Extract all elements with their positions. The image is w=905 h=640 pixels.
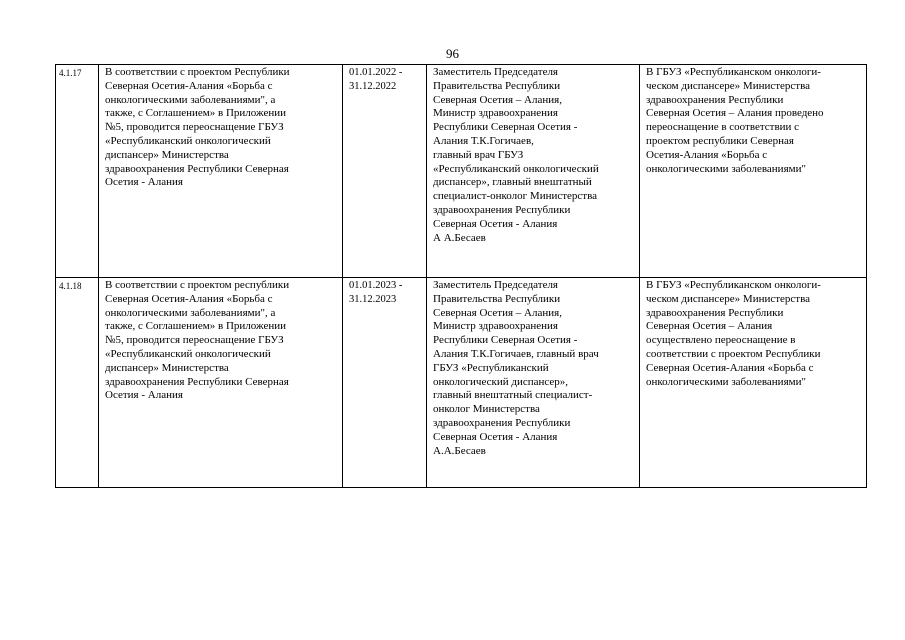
page-number: 96 [446, 46, 459, 61]
responsible-text: Заместитель Председателя Правительства Республики Северная Осетия – Алания, Министр здравоохранения Республики Северная Осетия - Алания Т.К.Гогичаев, главный врач ГБУЗ «Республиканский онкологический диспансер», главный внештатный специалист- онколог Министерства здравоохранения Республики Северная Осетия - Алания А.А.Бесаев [433, 279, 599, 457]
responsible-cell [427, 278, 640, 488]
event-text: В соответствии с проектом Республики Северная Осетия-Алания «Борьба с онкологическими заболеваниями", а также, с Соглашением» в Приложении №5, проводится переоснащение ГБУЗ «Республиканский онкологический диспансер» Министерства здравоохранения Республики Северная Осетия - Алания [105, 66, 290, 189]
measures-table [55, 64, 867, 488]
table-row [56, 65, 867, 278]
responsible-cell [427, 65, 640, 278]
result-cell [640, 65, 867, 278]
result-cell [640, 278, 867, 488]
event-text: В соответствии с проектом республики Северная Осетия-Алания «Борьба с онкологическими заболеваниями", а также, с Соглашением» в Приложении №5, проводится переоснащение ГБУЗ «Республиканский онкологический диспансер» Министерства здравоохранения Республики Северная Осетия - Алания [105, 279, 290, 402]
period-text: 01.01.2022 - 31.12.2022 [349, 67, 403, 92]
row-number: 4.1.18 [59, 281, 82, 291]
period-text: 01.01.2023 - 31.12.2023 [349, 280, 403, 305]
event-cell [99, 278, 343, 488]
period-cell [343, 278, 427, 488]
result-text: В ГБУЗ «Республиканском онкологи- ческом диспансере» Министерства здравоохранения Республики Северная Осетия – Алания проведено переоснащение в соответствии с проектом республики Северная Осетия-Алания «Борьба с онкологическими заболеваниями" [646, 66, 824, 175]
responsible-text: Заместитель Председателя Правительства Республики Северная Осетия – Алания, Министр здравоохранения Республики Северная Осетия - Алания Т.К.Гогичаев, главный врач ГБУЗ «Республиканский онкологический диспансер», главный внештатный специалист-онколог Министерства здравоохранения Республики Северная Осетия - Алания А А.Бесаев [433, 66, 599, 244]
result-text: В ГБУЗ «Республиканском онкологи- ческом диспансере» Министерства здравоохранения Республики Северная Осетия – Алания осуществлено переоснащение в соответствии с проектом Республики Северная Осетия-Алания «Борьба с онкологическими заболеваниями" [646, 279, 821, 388]
event-cell [99, 65, 343, 278]
row-number: 4.1.17 [59, 68, 82, 78]
row-number-cell [56, 278, 99, 488]
row-number-cell [56, 65, 99, 278]
period-cell [343, 65, 427, 278]
table-row [56, 278, 867, 488]
